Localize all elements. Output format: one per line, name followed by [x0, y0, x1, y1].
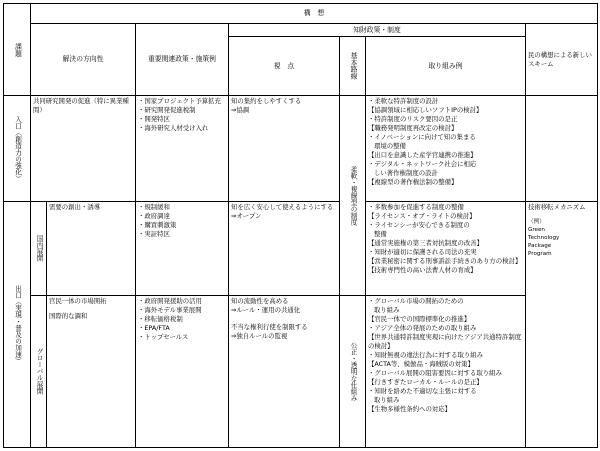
domestic-examples-cell: [366, 202, 526, 296]
scheme-line: Program: [528, 251, 552, 257]
kadai-header: 課題: [13, 42, 22, 57]
global-examples-cell: [366, 296, 526, 448]
example-item: しい著作権制度の設計: [374, 169, 438, 177]
juyou-header: 重要関連政策・施策例: [136, 24, 229, 96]
concept-table: [3, 3, 598, 448]
example-item: ・知財無視の違法行為に対する取り組み: [368, 351, 484, 359]
example-item-boxed: 【協調領域に相応しいソフトIPの検討】: [368, 106, 483, 114]
iriguchi-examples-cell: [366, 96, 526, 202]
scheme-cell: [526, 202, 598, 448]
example-item-boxed: 【通常実施権の第三者対抗制度の改善】: [368, 239, 484, 247]
torikumi-header: 取り組み例: [366, 37, 526, 96]
iriguchi-direction: 共同研究開発の促進（特に異業種間）: [31, 96, 136, 202]
policy-item: ・政府調達: [138, 212, 170, 220]
domestic-viewpoint-cell: [229, 202, 340, 296]
global-label: グローバル展開: [35, 348, 43, 395]
viewpoint-text: 不当な権利行使を制限する: [231, 323, 308, 331]
example-item: ・柔軟な特許制度の設計: [368, 97, 439, 105]
example-item-boxed: 【職務発明制度再改定の検討】: [368, 124, 458, 132]
example-item-boxed: 【出口を意識した産学官連携の推進】: [368, 151, 477, 159]
basic-line-flexible-cell: [340, 96, 366, 296]
example-item: ・デジタル・ネットワーク社会に相応: [368, 160, 477, 168]
policy-item: ・海外研究人材受け入れ: [138, 124, 209, 132]
example-item: ・知財を絡めた不適切な主張に対する: [368, 387, 477, 395]
chizai-header: 知財政策・制度: [229, 24, 526, 37]
example-item-boxed: 【複線型の著作権法制の整備】: [368, 178, 458, 186]
viewpoint-text: 知の集約をしやすくする: [231, 97, 302, 105]
viewpoint-text: 知を広く安心して使えるようにする: [231, 203, 334, 211]
viewpoint-text: ⇒ルール・運用の共通化: [231, 306, 301, 314]
example-item: 整備: [374, 230, 387, 238]
example-item-boxed: 【行きすぎたローカル・ルールの是正】: [368, 378, 483, 386]
iriguchi-label-cell: [4, 96, 31, 202]
example-item-boxed: 【ACTA等、模倣品・海賊版の対策】: [368, 360, 474, 368]
deguchi-label-cell: [4, 202, 31, 448]
example-item: ・知財が適切に保護される司法の充実: [368, 248, 477, 256]
viewpoint-text: ⇒オープン: [231, 212, 262, 220]
basic-line-flexible: 柔軟・複線型の制度: [349, 165, 357, 226]
scheme-line: Green: [528, 227, 545, 233]
iriguchi-viewpoint-cell: [229, 96, 340, 202]
example-item: ・ライセンシーが安心できる制度の: [368, 221, 470, 229]
viewpoint-text: ⇒協調: [231, 106, 250, 114]
domestic-policies-cell: [136, 202, 229, 296]
example-item: ・グローバル展開の阻害要因に対する取り組み: [368, 369, 502, 377]
example-item-boxed: 【官民一体での国際標準化の推進】: [368, 315, 471, 323]
example-item-boxed: 【世界共通特許制度実現に向けたアジア共通特許制度の検討】: [368, 333, 522, 350]
scheme-line: Package: [528, 243, 552, 249]
policy-item: ・実証特区: [138, 230, 170, 238]
domestic-label-cell: [31, 202, 47, 296]
deguchi-label: 出口（実現・普及の加速）: [13, 284, 22, 365]
global-direction-b: 国際的な調和: [49, 312, 88, 320]
domestic-direction: 需要の創出・誘導: [47, 202, 136, 296]
scheme-example: （例）: [528, 219, 545, 225]
kihon-header: 基本路線: [349, 52, 357, 80]
shiten-header: 視 点: [229, 37, 340, 96]
policy-item: ・トップセールス: [138, 333, 189, 341]
iriguchi-label: 入口（創造力の強化）: [13, 115, 22, 182]
viewpoint-text: 知の流動性を高める: [231, 297, 289, 305]
example-item: ・グローバル市場の開拓のための: [368, 297, 464, 305]
example-item: ・特許制度のリスク要因の是正: [368, 115, 458, 123]
iriguchi-policies-cell: [136, 96, 229, 202]
global-direction-cell: [47, 296, 136, 448]
global-viewpoint-cell: [229, 296, 340, 448]
global-label-cell: [31, 296, 47, 448]
example-item-boxed: 【生物多様性条約への対応】: [368, 405, 452, 413]
example-item-boxed: 【営業秘密に関する刑事訴訟手続きのあり方の検討】: [368, 257, 522, 265]
domestic-label: 国内展開: [35, 235, 43, 262]
global-direction-a: 官民一体の市場開拓: [49, 297, 107, 305]
policy-item: ・開発特区: [138, 115, 170, 123]
policy-item: ・海外モデル事業展開: [138, 306, 202, 314]
example-item: ・多数参加を促進する制度の整備: [368, 203, 464, 211]
example-item: 環境の整備: [374, 142, 406, 150]
kousou-header: 構 想: [31, 4, 598, 24]
basic-line-fair: 公正・透明な仕組み: [349, 341, 357, 402]
viewpoint-text: ⇒独自ルールの監視: [231, 332, 288, 340]
policy-item: ・EPA/FTA: [138, 324, 170, 332]
basic-line-fair-cell: [340, 296, 366, 448]
policy-item: ・政府開発援助の活用: [138, 297, 202, 305]
kihon-header-cell: [340, 37, 366, 96]
example-item: ・アジア全体の発展のための取り組み: [368, 324, 477, 332]
scheme-title: 技術移転メカニズム: [528, 203, 586, 211]
iriguchi-scheme-cell: [526, 96, 598, 202]
policy-item: ・規制緩和: [138, 203, 170, 211]
policy-item: ・移転価格税制: [138, 315, 183, 323]
example-item: 取り組み: [374, 396, 400, 404]
policy-item: ・購買刺激策: [138, 221, 177, 229]
example-item-boxed: 【ライセンス・オブ・ライトの検討】: [368, 212, 476, 220]
tami-header: 民の構想による新しいスキーム: [526, 24, 598, 96]
scheme-line: Technology: [528, 235, 560, 241]
kadai-header-cell: [4, 4, 31, 96]
kaiketsu-header: 解決の方向性: [31, 24, 136, 96]
example-item: 取り組み: [374, 306, 400, 314]
example-item-boxed: 【技術専門性の高い法曹人材の育成】: [368, 266, 477, 274]
example-item: ・イノベーションに向けて知の集まる: [368, 133, 476, 141]
policy-item: ・研究開発促進税制: [138, 106, 196, 114]
global-policies-cell: [136, 296, 229, 448]
policy-item: ・国家プロジェクト予算拡充: [138, 97, 221, 105]
